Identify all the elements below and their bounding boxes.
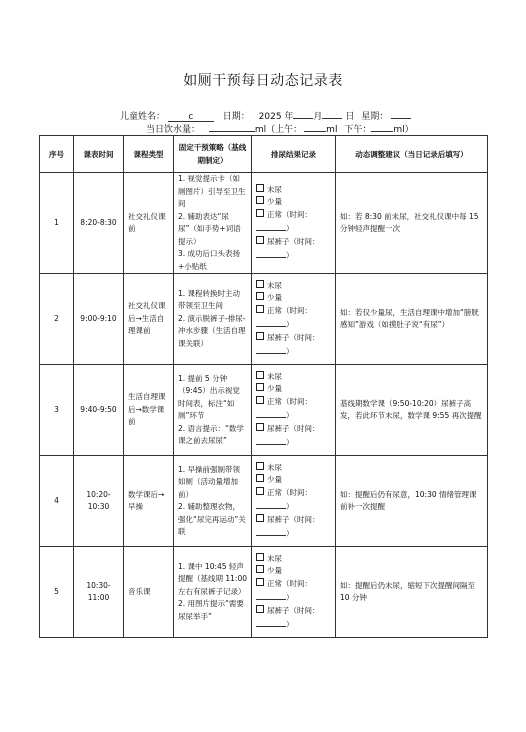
row-course-type: 音乐课: [124, 547, 174, 638]
water-am-field[interactable]: [304, 121, 326, 132]
check-wet[interactable]: 尿裤子（时间：: [256, 514, 331, 527]
header-strategy: 固定干预策略（基线期制定）: [174, 136, 252, 173]
row-strategy: [174, 365, 252, 456]
wet-time-line: ）: [256, 526, 331, 541]
normal-time-line: ）: [256, 317, 331, 332]
table-row: [40, 274, 488, 365]
wet-time-field[interactable]: [256, 435, 286, 445]
strategy-item: 1. 提前 5 分钟（9:45）出示视觉时间表，标注“如厕”环节: [178, 373, 240, 420]
check-normal[interactable]: 正常（时间：: [256, 209, 331, 222]
day-field[interactable]: [322, 108, 342, 119]
wet-time-field[interactable]: [256, 526, 286, 536]
row-advice: 如：提醒后仍未尿，缩短下次提醒间隔至 10 分钟: [336, 547, 488, 638]
row-result: [252, 365, 336, 456]
header-time: 课表时间: [74, 136, 124, 173]
check-little[interactable]: 少量: [256, 196, 331, 209]
normal-time-line: ）: [256, 221, 331, 236]
wet-time-field[interactable]: [256, 344, 286, 354]
row-strategy: [174, 547, 252, 638]
wet-time-line: ）: [256, 248, 331, 263]
check-normal[interactable]: 正常（时间：: [256, 305, 331, 318]
strategy-item: 2. 用图片提示“需要尿尿举手”: [178, 599, 244, 621]
water-pm-field[interactable]: [371, 121, 393, 132]
strategy-item: 2. 辅助表达“尿尿”（如手势+词语提示）: [178, 211, 241, 246]
row-advice: 如：若 8:30 前未尿，社交礼仪课中每 15 分钟轻声提醒一次: [336, 173, 488, 274]
row-index: 5: [40, 547, 74, 638]
check-normal[interactable]: 正常（时间：: [256, 578, 331, 591]
check-none[interactable]: 未尿: [256, 553, 331, 566]
header-result: 排尿结果记录: [252, 136, 336, 173]
strategy-item: 2. 演示脱裤子-排尿-冲水步骤（生活自理课关联）: [178, 313, 246, 348]
table-header-row: [40, 136, 488, 173]
water-total-field[interactable]: [209, 121, 255, 132]
water-intake-line: [146, 121, 414, 136]
record-table: [39, 135, 488, 638]
checkbox-icon: [256, 292, 264, 300]
month-unit: 月: [313, 112, 323, 122]
checkbox-icon: [256, 462, 264, 470]
row-time: 10:30-11:00: [74, 547, 124, 638]
check-none[interactable]: 未尿: [256, 371, 331, 384]
table-row: [40, 456, 488, 547]
row-strategy: [174, 274, 252, 365]
check-little[interactable]: 少量: [256, 565, 331, 578]
strategy-item: 1. 视觉提示卡（如厕图片）引导至卫生间: [178, 174, 246, 208]
header-course-type: 课程类型: [124, 136, 174, 173]
check-none[interactable]: 未尿: [256, 280, 331, 293]
row-course-type: 数学课后→早操: [124, 456, 174, 547]
row-result: [252, 173, 336, 274]
row-course-type: 社交礼仪课后→生活自理课前: [124, 274, 174, 365]
page-title: 如厕干预每日动态记录表: [183, 73, 343, 89]
strategy-item: 1. 早操前强制带领如厕（活动量增加前）: [178, 464, 241, 499]
wet-time-field[interactable]: [256, 248, 286, 258]
normal-time-field[interactable]: [256, 499, 286, 509]
row-advice: 基线期数学课（9:50-10:20）尿裤子高发，若此环节未尿，数学课 9:55 再次提醒: [336, 365, 488, 456]
checkbox-icon: [256, 332, 264, 340]
checkbox-icon: [256, 371, 264, 379]
month-field[interactable]: [293, 108, 313, 119]
row-advice: 如：提醒后仍有尿意，10:30 情绪管理课前补一次提醒: [336, 456, 488, 547]
normal-time-line: ）: [256, 499, 331, 514]
checkbox-icon: [256, 487, 264, 495]
check-none[interactable]: 未尿: [256, 184, 331, 197]
checkbox-icon: [256, 184, 264, 192]
check-little[interactable]: 少量: [256, 474, 331, 487]
header-advice: 动态调整建议（当日记录后填写）: [336, 136, 488, 173]
normal-time-field[interactable]: [256, 408, 286, 418]
check-none[interactable]: 未尿: [256, 462, 331, 475]
row-time: 9:00-9:10: [74, 274, 124, 365]
row-course-type: 生活自理课后→数学课前: [124, 365, 174, 456]
water-am-unit: ml: [326, 125, 338, 135]
row-index: 4: [40, 456, 74, 547]
table-row: [40, 173, 488, 274]
day-unit: 日: [345, 112, 355, 122]
checkbox-icon: [256, 565, 264, 573]
row-advice: 如：若仅少量尿，生活自理课中增加“膀胱感知”游戏（如摸肚子说“有尿”）: [336, 274, 488, 365]
strategy-item: 1. 课程转换时主动带领至卫生间: [178, 288, 241, 311]
row-index: 2: [40, 274, 74, 365]
water-unit: ml（上午：: [254, 125, 303, 135]
weekday-label: 星期：: [361, 112, 389, 122]
row-index: 1: [40, 173, 74, 274]
row-strategy: [174, 456, 252, 547]
row-result: [252, 456, 336, 547]
checkbox-icon: [256, 396, 264, 404]
table-row: [40, 365, 488, 456]
check-wet[interactable]: 尿裤子（时间：: [256, 423, 331, 436]
check-little[interactable]: 少量: [256, 383, 331, 396]
check-wet[interactable]: 尿裤子（时间：: [256, 332, 331, 345]
check-normal[interactable]: 正常（时间：: [256, 396, 331, 409]
strategy-item: 2. 语言提示：“数学课之前去尿尿”: [178, 423, 244, 445]
checkbox-icon: [256, 514, 264, 522]
row-strategy: [174, 173, 252, 274]
year-text: 2025 年: [258, 112, 294, 122]
checkbox-icon: [256, 280, 264, 288]
checkbox-icon: [256, 383, 264, 391]
row-time: 8:20-8:30: [74, 173, 124, 274]
row-time: 10:20-10:30: [74, 456, 124, 547]
row-time: 9:40-9:50: [74, 365, 124, 456]
row-index: 3: [40, 365, 74, 456]
checkbox-icon: [256, 578, 264, 586]
checkbox-icon: [256, 305, 264, 313]
date-label: 日期：: [222, 112, 250, 122]
checkbox-icon: [256, 196, 264, 204]
water-pm-label: 下午：: [344, 125, 372, 135]
strategy-item: 2. 辅助整理衣物，强化“尿完再运动”关联: [178, 502, 246, 536]
row-result: [252, 274, 336, 365]
check-normal[interactable]: 正常（时间：: [256, 487, 331, 500]
row-course-type: 社交礼仪课前: [124, 173, 174, 274]
wet-time-line: ）: [256, 617, 331, 632]
normal-time-line: ）: [256, 408, 331, 423]
normal-time-field[interactable]: [256, 317, 286, 327]
child-name-field[interactable]: c: [168, 111, 214, 122]
table-row: [40, 547, 488, 638]
strategy-item: 1. 课中 10:45 轻声提醒（基线期 11:00 左右有尿裤子记录）: [178, 561, 247, 596]
normal-time-field[interactable]: [256, 221, 286, 231]
wet-time-line: ）: [256, 344, 331, 359]
check-wet[interactable]: 尿裤子（时间：: [256, 236, 331, 249]
wet-time-line: ）: [256, 435, 331, 450]
strategy-item: 3. 成功后口头表扬+小贴纸: [178, 249, 241, 271]
normal-time-field[interactable]: [256, 590, 286, 600]
header-index: 序号: [40, 136, 74, 173]
checkbox-icon: [256, 474, 264, 482]
normal-time-line: ）: [256, 590, 331, 605]
water-label: 当日饮水量：: [146, 125, 201, 135]
check-little[interactable]: 少量: [256, 292, 331, 305]
row-result: [252, 547, 336, 638]
checkbox-icon: [256, 236, 264, 244]
checkbox-icon: [256, 553, 264, 561]
checkbox-icon: [256, 605, 264, 613]
wet-time-field[interactable]: [256, 617, 286, 627]
check-wet[interactable]: 尿裤子（时间：: [256, 605, 331, 618]
checkbox-icon: [256, 209, 264, 217]
table-body: [40, 173, 488, 638]
child-name-label: 儿童姓名：: [120, 112, 166, 122]
weekday-field[interactable]: [391, 108, 411, 119]
water-pm-unit: ml）: [393, 125, 414, 135]
checkbox-icon: [256, 423, 264, 431]
